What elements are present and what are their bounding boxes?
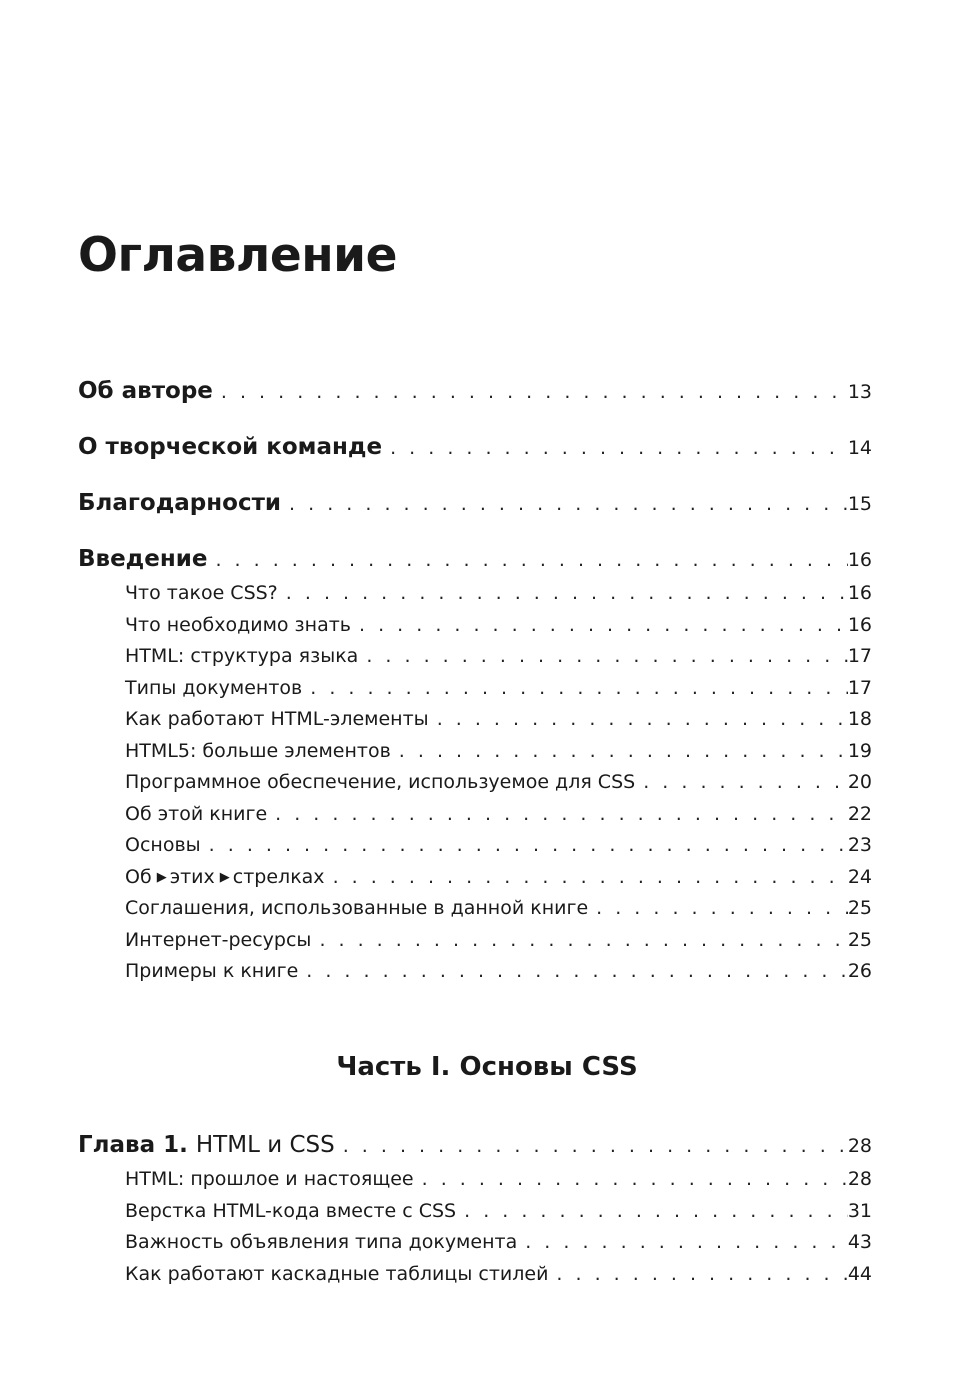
toc-subentry-label [125, 862, 325, 894]
page-number: 31 [847, 1199, 872, 1222]
page-number: 20 [847, 771, 872, 793]
page-number: 16 [847, 613, 872, 636]
label-part: стрелках [232, 865, 325, 888]
dot-leader [207, 541, 847, 579]
dot-leader [267, 799, 848, 831]
toc-subentry[interactable] [78, 1259, 872, 1291]
dot-leader [517, 1227, 848, 1259]
part-heading: Часть I. Основы CSS [336, 1052, 638, 1082]
toc-subentry-label: HTML5: больше элементов [125, 739, 391, 762]
dot-leader [358, 641, 847, 673]
dot-leader [325, 862, 848, 894]
dot-leader [588, 893, 848, 925]
page-number: 44 [847, 1262, 872, 1285]
dot-leader [311, 925, 847, 957]
toc-subentry[interactable] [78, 956, 872, 988]
dot-leader [635, 767, 848, 799]
chapter-number: Глава 1. [78, 1132, 188, 1158]
page-number: 26 [847, 960, 872, 982]
dot-leader [302, 673, 848, 705]
label-part: Об [125, 865, 152, 888]
toc-part-1 [78, 1126, 872, 1290]
toc-entry-label: Благодарности [78, 490, 282, 516]
toc-subentry[interactable] [78, 1196, 872, 1228]
toc-entry-about-author[interactable] [78, 372, 872, 428]
page-number: 17 [847, 645, 872, 667]
page-number: 19 [847, 739, 872, 762]
toc-subentry-label: Что необходимо знать [125, 613, 351, 636]
page-number: 25 [847, 928, 872, 951]
chapter-title: HTML и CSS [195, 1132, 335, 1158]
toc-subentry[interactable] [78, 736, 872, 768]
page-number: 28 [847, 1135, 872, 1157]
toc-subentry-label: Программное обеспечение, используемое для CSS [125, 771, 636, 793]
toc-subentry-label: Об этой книге [125, 802, 268, 825]
dot-leader [414, 1164, 848, 1196]
toc-subentry[interactable] [78, 673, 872, 705]
page-number: 15 [847, 493, 872, 515]
page-number: 16 [847, 549, 872, 571]
toc-subentry[interactable] [78, 1164, 872, 1196]
page-number: 23 [847, 834, 872, 856]
toc-subentry-label: Что такое CSS? [125, 582, 278, 604]
page-title: Оглавление [78, 228, 397, 283]
page-number: 43 [847, 1231, 872, 1253]
toc-subentry[interactable] [78, 578, 872, 610]
toc-entry-chapter-1[interactable] [78, 1126, 872, 1164]
dot-leader [382, 429, 848, 467]
toc-subentry[interactable] [78, 1227, 872, 1259]
toc-entry-label: Введение [78, 546, 208, 572]
toc-subentry[interactable] [78, 767, 872, 799]
dot-leader [298, 956, 848, 988]
toc-subentry[interactable] [78, 799, 872, 831]
toc-subentry-label: Примеры к книге [125, 960, 299, 982]
dot-leader [213, 373, 848, 411]
page-number: 22 [847, 802, 872, 825]
toc-entry-label: Об авторе [78, 378, 213, 404]
dot-leader [548, 1259, 847, 1291]
page-number: 24 [847, 865, 872, 888]
toc-subentry-label: Типы документов [125, 676, 303, 699]
toc-subentry-label: Важность объявления типа документа [125, 1231, 518, 1253]
toc-subentry[interactable] [78, 610, 872, 642]
toc-subentry[interactable] [78, 704, 872, 736]
toc-subentry[interactable] [78, 893, 872, 925]
toc-entry-creative-team[interactable] [78, 428, 872, 484]
dot-leader [201, 830, 848, 862]
toc-subentry-label: Соглашения, использованные в данной книге [125, 897, 589, 919]
page-number: 14 [847, 437, 872, 459]
dot-leader [391, 736, 848, 768]
triangle-right-icon: ▶ [219, 869, 230, 885]
dot-leader [456, 1196, 848, 1228]
toc-subentry[interactable] [78, 641, 872, 673]
toc-subentry-arrows[interactable] [78, 862, 872, 894]
page-number: 13 [847, 381, 872, 403]
toc-entry-introduction[interactable] [78, 540, 872, 578]
toc-subentry-label: Основы [125, 834, 201, 856]
label-part: этих [169, 865, 215, 888]
toc-subentry[interactable] [78, 830, 872, 862]
toc-subentry-label: Как работают HTML-элементы [125, 708, 429, 730]
toc-entry-label [78, 1126, 335, 1164]
page-number: 18 [847, 708, 872, 730]
page-number: 17 [847, 676, 872, 699]
dot-leader [335, 1127, 848, 1165]
toc-subentry-label: HTML: структура языка [125, 645, 359, 667]
toc-entry-label: О творческой команде [78, 434, 383, 460]
toc-subentry-label: Как работают каскадные таблицы стилей [125, 1262, 549, 1285]
toc-entry-acknowledgements[interactable] [78, 484, 872, 540]
page-number: 28 [847, 1168, 872, 1190]
dot-leader [351, 610, 848, 642]
dot-leader [429, 704, 848, 736]
dot-leader [281, 485, 848, 523]
toc-front-matter [78, 372, 872, 988]
page-number: 25 [847, 897, 872, 919]
dot-leader [278, 578, 848, 610]
triangle-right-icon: ▶ [156, 869, 167, 885]
toc-subentry[interactable] [78, 925, 872, 957]
toc-subentry-label: HTML: прошлое и настоящее [125, 1168, 414, 1190]
toc-subentry-label: Верстка HTML-кода вместе с CSS [125, 1199, 457, 1222]
page-number: 16 [847, 582, 872, 604]
toc-subentry-label: Интернет-ресурсы [125, 928, 312, 951]
